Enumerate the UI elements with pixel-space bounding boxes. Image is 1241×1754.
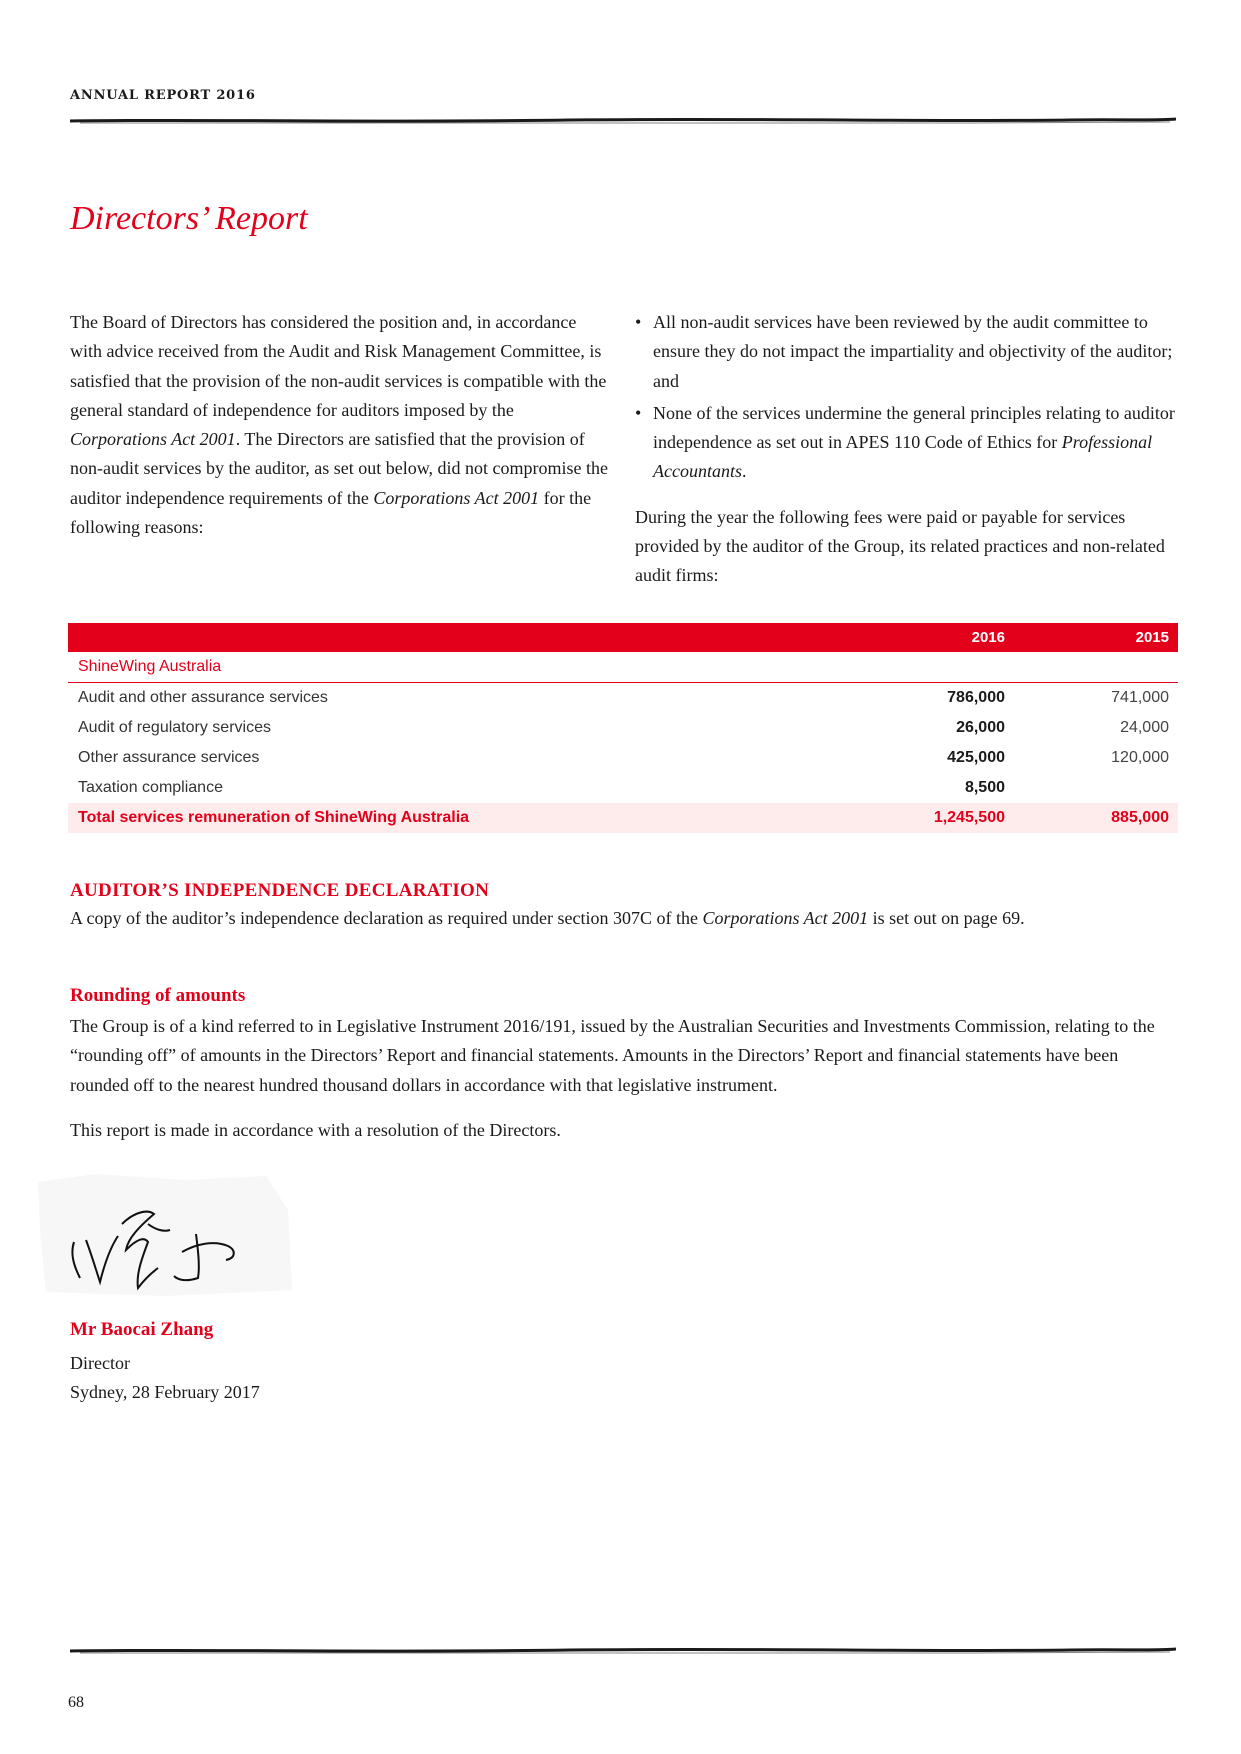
- group-label: ShineWing Australia: [78, 658, 222, 675]
- list-item: • None of the services undermine the general principles relating to auditor independence as set out in APES 110 Code of Ethics for Professional Accountants.: [635, 399, 1176, 487]
- table-row: Taxation compliance 8,500: [78, 779, 1005, 796]
- rounding-heading: Rounding of amounts: [70, 985, 246, 1006]
- table-header: [68, 623, 1178, 652]
- reasons-list: [635, 308, 1176, 487]
- auditor-fees-table: [68, 623, 1178, 833]
- signer-role: Director: [70, 1353, 130, 1373]
- page-title: Directors’ Report: [70, 200, 308, 237]
- fees-intro-paragraph: During the year the following fees were paid or payable for services provided by the auditor of the Group, its related practices and non-related audit firms:: [635, 506, 1165, 586]
- auditor-declaration-text: A copy of the auditor’s independence declaration as required under section 307C of the Corporations Act 2001 is set out on page 69.: [70, 908, 1025, 928]
- table-row: Audit and other assurance services 786,000 741,000: [78, 689, 1169, 706]
- table-total-row: Total services remuneration of ShineWing Australia 1,245,500 885,000: [68, 803, 1178, 833]
- reasons-column: [635, 308, 1176, 591]
- running-header: ANNUAL REPORT 2016: [70, 88, 256, 103]
- table-row: Other assurance services 425,000 120,000: [78, 749, 1169, 766]
- bullet-icon: •: [635, 312, 642, 332]
- column-header-2015: 2015: [1135, 629, 1169, 646]
- top-brush-rule: [70, 114, 1176, 128]
- intro-paragraph: The Board of Directors has considered the position and, in accordance with advice received from the Audit and Risk Management Committee, is satisfied that the provision of the non-audit services is compatible with the general standard of independence for auditors imposed by the Corporations Act 2001. The Directors are satisfied that the provision of non-audit services by the auditor, as set out below, did not compromise the auditor independence requirements of the Corporations Act 2001 for the following reasons:: [70, 312, 608, 538]
- resolution-text: This report is made in accordance with a resolution of the Directors.: [70, 1120, 561, 1140]
- rounding-text: The Group is of a kind referred to in Legislative Instrument 2016/191, issued by the Australian Securities and Investments Commission, relating to the “rounding off” of amounts in the Directors’ Report and financial statements. Amounts in the Directors’ Report and financial statements have been rounded off to the nearest hundred thousand dollars in accordance with that legislative instrument.: [70, 1016, 1155, 1095]
- table-group-row: [68, 652, 1178, 683]
- page-number: 68: [68, 1694, 84, 1711]
- auditor-declaration-heading: AUDITOR’S INDEPENDENCE DECLARATION: [70, 880, 490, 901]
- bottom-brush-rule: [70, 1644, 1176, 1658]
- list-item: • All non-audit services have been reviewed by the audit committee to ensure they do not impact the impartiality and objectivity of the auditor; and: [635, 308, 1176, 396]
- signer-name: Mr Baocai Zhang: [70, 1319, 214, 1340]
- table-row: Audit of regulatory services 26,000 24,000: [78, 719, 1169, 736]
- column-header-2016: 2016: [971, 629, 1005, 646]
- signer-place-date: Sydney, 28 February 2017: [70, 1382, 260, 1402]
- bullet-icon: •: [635, 402, 642, 423]
- signature-image: [36, 1170, 294, 1300]
